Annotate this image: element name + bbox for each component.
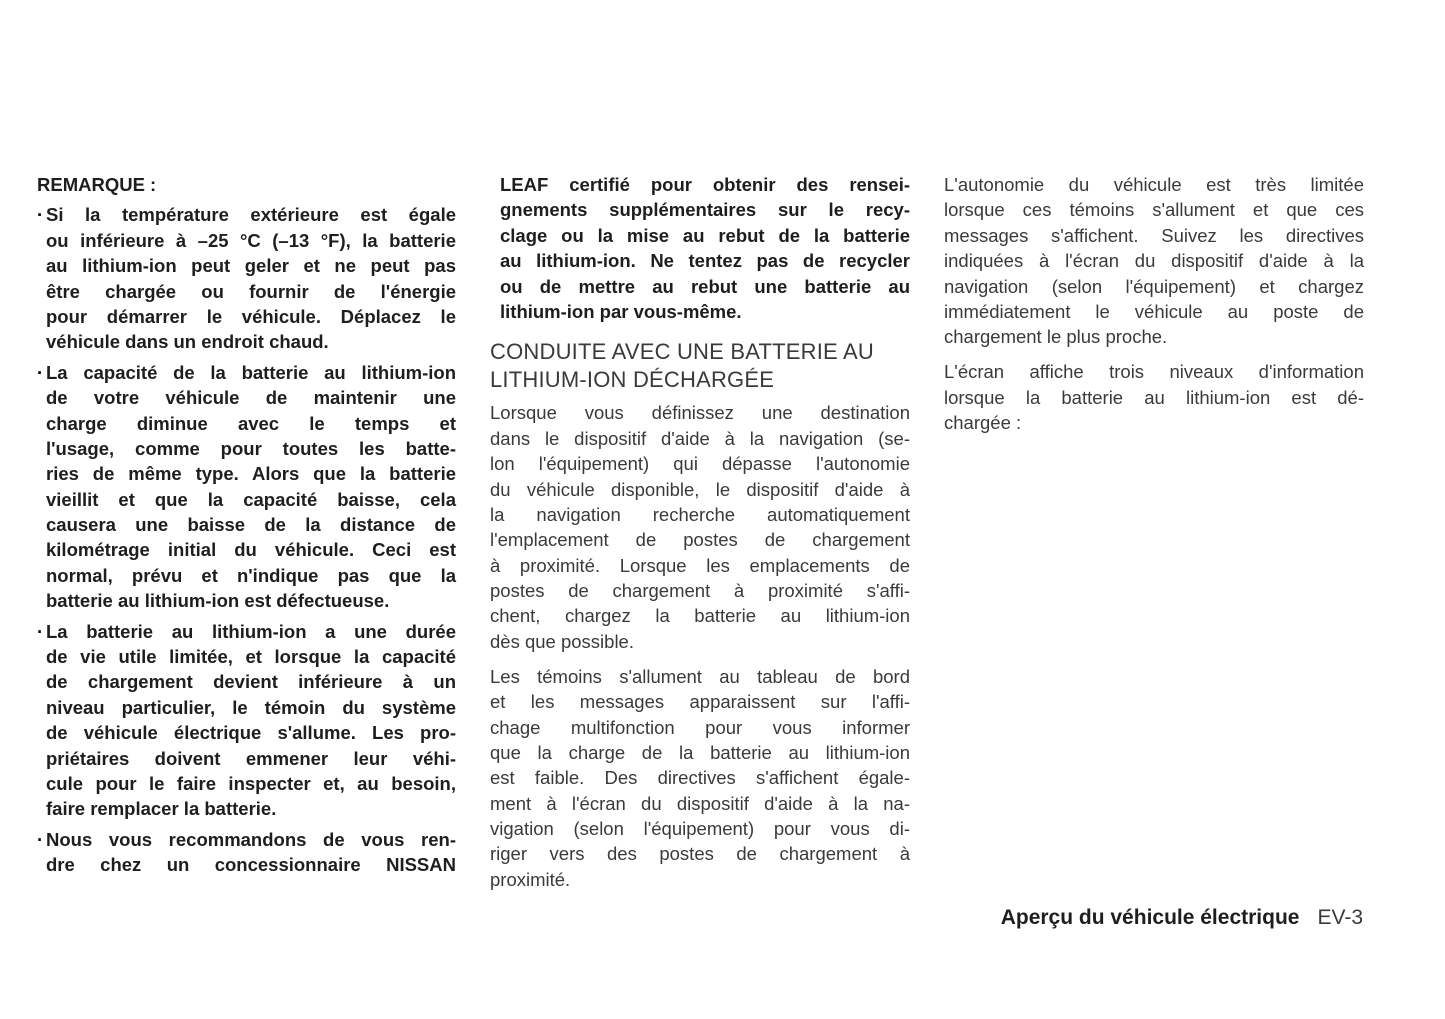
text-line: chage multifonction pour vous informer	[490, 716, 910, 738]
text-line: pour démarrer le véhicule. Déplacez le	[46, 305, 456, 327]
text-line: La batterie au lithium-ion a une durée	[46, 620, 456, 642]
text-line: niveau particulier, le témoin du système	[46, 696, 456, 718]
text-line: lorsque ces témoins s'allument et que ces	[944, 199, 1364, 221]
text-line: vieillit et que la capacité baisse, cela	[46, 488, 456, 510]
text-line: lithium-ion par vous-même.	[500, 300, 742, 322]
text-line: batterie au lithium-ion est défectueuse.	[46, 590, 390, 612]
text-line: chargée :	[944, 412, 1022, 434]
text-line: Si la température extérieure est égale	[46, 204, 456, 226]
section-heading	[490, 338, 910, 394]
text-line: messages s'affichent. Suivez les directives	[944, 224, 1364, 246]
text-line: Les témoins s'allument au tableau de bord	[490, 665, 910, 687]
section-heading-line: CONDUITE AVEC UNE BATTERIE AU	[490, 339, 874, 365]
text-line: à proximité. Lorsque les emplacements de	[490, 554, 910, 576]
text-line: normal, prévu et n'indique pas que la	[46, 564, 456, 586]
text-line: priétaires doivent emmener leur véhi-	[46, 747, 456, 769]
text-line: et les messages apparaissent sur l'affi-	[490, 691, 910, 713]
bullet-icon: ·	[37, 204, 44, 226]
text-line: dès que possible.	[490, 630, 634, 652]
text-line: de vie utile limitée, et lorsque la capacité	[46, 646, 456, 668]
bullet-icon: ·	[37, 361, 44, 383]
text-line: est faible. Des directives s'affichent égale-	[490, 767, 910, 789]
text-line: que la charge de la batterie au lithium-ion	[490, 741, 910, 763]
bullet-item	[37, 827, 457, 878]
text-line: véhicule dans un endroit chaud.	[46, 331, 329, 353]
footer-section-title: Aperçu du véhicule électrique	[1000, 906, 1300, 929]
text-line: chargement le plus proche.	[944, 326, 1168, 348]
text-line: de véhicule électrique s'allume. Les pro-	[46, 722, 456, 744]
text-line: gnements supplémentaires sur le recy-	[500, 199, 910, 221]
text-line: LEAF certifié pour obtenir des rensei-	[500, 174, 910, 195]
text-line: de votre véhicule de maintenir une	[46, 387, 456, 409]
text-line: cule pour le faire inspecter et, au besoin,	[46, 773, 456, 794]
bullet-icon: ·	[37, 620, 44, 642]
text-line: clage ou la mise au rebut de la batterie	[500, 224, 910, 246]
section-body	[490, 400, 910, 892]
text-line: chent, chargez la batterie au lithium-ion	[490, 605, 910, 627]
text-line: ou inférieure à –25 °C (–13 °F), la batterie	[46, 229, 456, 251]
remark-heading: REMARQUE :	[37, 174, 157, 195]
text-line: Lorsque vous définissez une destination	[490, 402, 910, 424]
text-line: riger vers des postes de chargement à	[490, 843, 910, 865]
page-footer	[1001, 906, 1363, 930]
text-line: Nous vous recommandons de vous ren-	[46, 828, 456, 850]
text-line: l'usage, comme pour toutes les batte-	[46, 437, 456, 459]
column-1	[37, 172, 457, 883]
text-line: au lithium-ion peut geler et ne peut pas	[46, 255, 456, 277]
column-3	[944, 172, 1364, 445]
text-line: vigation (selon l'équipement) pour vous di-	[490, 818, 910, 840]
text-line: dans le dispositif d'aide à la navigation (se-	[490, 427, 910, 449]
paragraph	[490, 664, 910, 893]
text-line: au lithium-ion. Ne tentez pas de recycler	[500, 250, 910, 272]
paragraph	[944, 172, 1364, 350]
text-line: la navigation recherche automatiquement	[490, 503, 910, 525]
text-line: dre chez un concessionnaire NISSAN	[46, 854, 456, 876]
text-line: causera une baisse de la distance de	[46, 514, 456, 536]
text-line: immédiatement le véhicule au poste de	[944, 300, 1364, 322]
text-line: lorsque la batterie au lithium-ion est dé-	[944, 386, 1364, 408]
text-line: ries de même type. Alors que la batterie	[46, 463, 456, 485]
text-line: l'emplacement de postes de chargement	[490, 529, 910, 551]
text-line: proximité.	[490, 868, 571, 890]
text-line: ment à l'écran du dispositif d'aide à la na-	[490, 792, 910, 814]
page-number: EV-3	[1317, 906, 1363, 929]
text-line: être chargée ou fournir de l'énergie	[46, 280, 456, 302]
text-line: L'autonomie du véhicule est très limitée	[944, 174, 1364, 195]
paragraph	[944, 359, 1364, 435]
bullet-item	[37, 360, 457, 614]
text-line: kilométrage initial du véhicule. Ceci est	[46, 539, 456, 561]
text-line: La capacité de la batterie au lithium-ion	[46, 361, 456, 383]
text-line: du véhicule disponible, le dispositif d'aide à	[490, 478, 910, 500]
bullet-icon: ·	[37, 828, 44, 850]
text-line: charge diminue avec le temps et	[46, 412, 456, 434]
recycling-note	[500, 172, 910, 324]
text-line: L'écran affiche trois niveaux d'information	[944, 361, 1364, 383]
paragraph	[490, 400, 910, 654]
bullet-item	[37, 202, 457, 354]
text-line: ou de mettre au rebut une batterie au	[500, 275, 910, 297]
text-line: indiquées à l'écran du dispositif d'aide à la	[944, 250, 1364, 272]
text-line: postes de chargement à proximité s'affi-	[490, 580, 910, 602]
text-line: faire remplacer la batterie.	[46, 798, 277, 820]
text-line: de chargement devient inférieure à un	[46, 671, 456, 693]
text-line: navigation (selon l'équipement) et chargez	[944, 275, 1364, 297]
column-2	[490, 172, 910, 902]
section-heading-line: LITHIUM-ION DÉCHARGÉE	[490, 367, 775, 393]
text-line: lon l'équipement) qui dépasse l'autonomie	[490, 453, 910, 475]
bullet-item	[37, 619, 457, 822]
